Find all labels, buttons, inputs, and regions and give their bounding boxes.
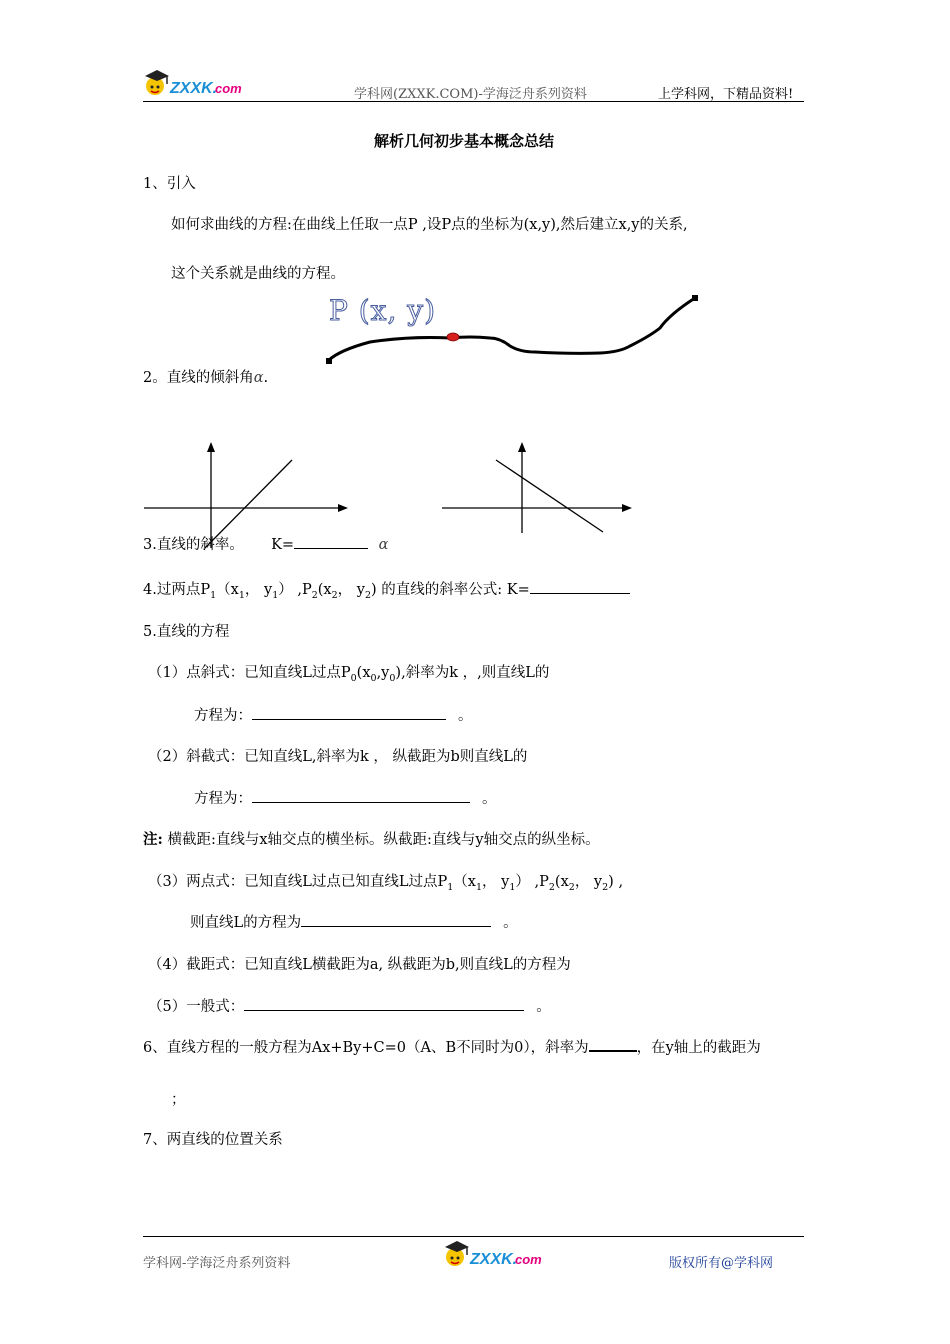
s6-text: 6、直线方程的一般方程为Ax+By+C=0（A、B不同时为0），斜率为: [143, 1040, 589, 1056]
s5-text: 。: [503, 915, 518, 931]
general-form: [148, 995, 551, 1016]
page-title: 解析几何初步基本概念总结: [374, 132, 555, 150]
s4-text: 4.过两点P: [143, 582, 211, 598]
point-slope-form: [148, 661, 549, 684]
s5-sub: 0: [350, 672, 357, 684]
s5-text: ) ,: [608, 874, 624, 890]
section-1-heading: 1、引入: [143, 176, 196, 192]
slope-blank: [294, 547, 368, 549]
header-logo: [143, 66, 253, 104]
svg-text:com: com: [515, 1252, 542, 1267]
footer-left: 学科网-学海泛舟系列资料: [143, 1256, 291, 1271]
s4-text: ， y: [244, 582, 273, 598]
answer-blank: [301, 925, 491, 927]
point-slope-answer: [194, 704, 473, 725]
s5-text: （1）点斜式：已知直线L过点P: [148, 665, 351, 681]
s4-text: ） ,P: [278, 582, 312, 598]
s4-text: ) 的直线的斜率公式: K=: [371, 582, 530, 598]
s5-text: (x: [554, 874, 569, 890]
logo-icon: [143, 66, 253, 100]
answer-blank: [252, 801, 470, 803]
axes-diagram-negative-slope: [438, 438, 638, 538]
note-label: 注:: [143, 831, 163, 848]
s5-text: 方程为：: [194, 791, 252, 807]
svg-text:com: com: [215, 81, 242, 96]
svg-text:ZXXK.: ZXXK.: [170, 80, 218, 97]
section-2-end: .: [263, 370, 269, 386]
intercept-note: [143, 828, 600, 849]
section-3: [143, 533, 388, 554]
s5-text: 。: [482, 791, 497, 807]
footer-right: 版权所有@学科网: [669, 1256, 774, 1271]
s4-sub: 2: [364, 589, 372, 601]
slope-intercept-answer: [194, 787, 497, 808]
s5-text: ,y: [376, 665, 390, 681]
s5-sub: 0: [370, 672, 377, 684]
header-right: 上学科网，下精品资料!: [658, 87, 794, 102]
s5-text: ， y: [482, 874, 510, 890]
section-4: [143, 578, 630, 601]
section-2-heading: [143, 366, 268, 387]
s5-text: 则直线L的方程为: [190, 915, 302, 931]
slope-k-label: K=: [271, 537, 295, 553]
footer-logo: [443, 1237, 553, 1275]
s4-sub: 1: [210, 589, 217, 601]
s4-sub: 2: [311, 589, 318, 601]
answer-blank: [244, 1009, 524, 1011]
two-point-answer: [190, 911, 518, 932]
slope-answer-blank: [589, 1049, 637, 1052]
s5-sub: 1: [509, 881, 516, 893]
intercept-form: （4）截距式：已知直线L横截距为a, 纵截距为b,则直线L的方程为: [148, 957, 571, 973]
section-3-text: 3.直线的斜率。: [143, 537, 244, 553]
s4-sub: 1: [272, 589, 279, 601]
section-1-line1: 如何求曲线的方程:在曲线上任取一点P ,设P点的坐标为(x,y),然后建立x,y的关系,: [171, 217, 688, 233]
alpha-symbol: α: [253, 370, 264, 386]
s5-text: ),斜率为k ，,则直线L的: [395, 665, 550, 681]
note-text: 横截距:直线与x轴交点的横坐标。纵截距:直线与y轴交点的纵坐标。: [162, 832, 600, 848]
s5-text: （5）一般式：: [148, 999, 245, 1015]
section-6: [143, 1036, 761, 1057]
answer-blank: [252, 718, 446, 720]
s5-sub: 2: [568, 881, 575, 893]
s5-text: (x: [356, 665, 371, 681]
slope-formula-blank: [530, 592, 630, 594]
section-1-line2: 这个关系就是曲线的方程。: [171, 266, 345, 282]
section-2-text: 2。直线的倾斜角: [143, 370, 254, 386]
alpha-symbol: α: [378, 537, 389, 553]
s5-text: ） ,P: [515, 874, 549, 890]
s5-text: ， y: [574, 874, 603, 890]
s5-text: 。: [458, 708, 473, 724]
s4-text: （x: [216, 582, 239, 598]
s5-sub: 1: [447, 881, 454, 893]
section-6-end: ；: [171, 1092, 186, 1108]
header-center: 学科网(ZXXK.COM)-学海泛舟系列资料: [354, 87, 587, 102]
s5-text: 。: [536, 999, 551, 1015]
s5-sub: 1: [475, 881, 483, 893]
s4-text: (x: [317, 582, 332, 598]
curve-point-label: P (x, y): [329, 294, 436, 327]
logo-icon: [443, 1237, 553, 1271]
header-rule: [143, 101, 804, 102]
two-point-form: [148, 870, 623, 893]
s4-sub: 1: [238, 589, 245, 601]
svg-text:ZXXK.: ZXXK.: [470, 1251, 518, 1268]
section-7-heading: 7、两直线的位置关系: [143, 1132, 283, 1148]
s4-sub: 2: [331, 589, 338, 601]
s5-text: （3）两点式：已知直线L过点已知直线L过点P: [148, 874, 448, 890]
s5-sub: 2: [602, 881, 609, 893]
s4-text: ， y: [337, 582, 365, 598]
s5-text: （x: [453, 874, 476, 890]
slope-intercept-form: （2）斜截式：已知直线L,斜率为k ， 纵截距为b则直线L的: [148, 749, 528, 765]
s5-text: 方程为：: [194, 708, 252, 724]
s5-sub: 0: [389, 672, 396, 684]
s6-text: ，在y轴上的截距为: [636, 1040, 761, 1056]
section-5-heading: 5.直线的方程: [143, 624, 230, 640]
s5-sub: 2: [548, 881, 555, 893]
